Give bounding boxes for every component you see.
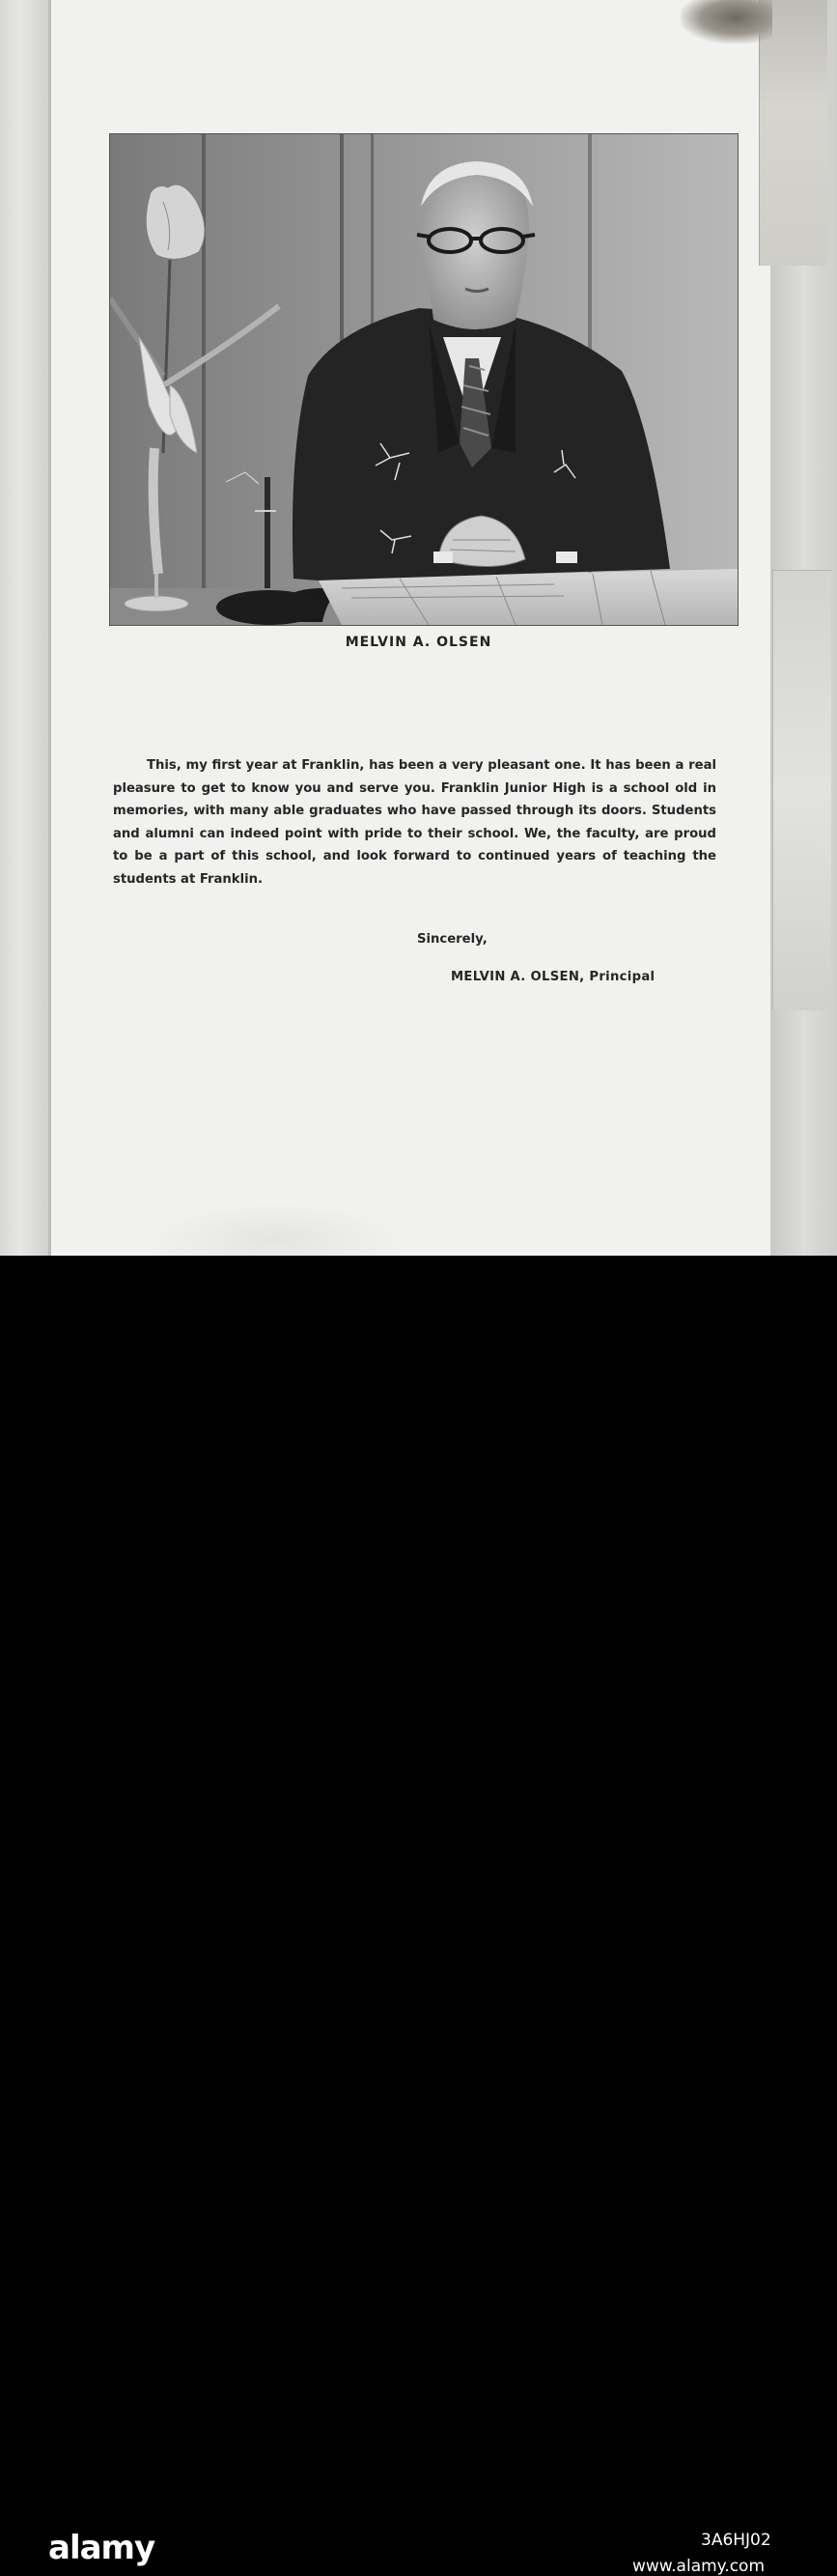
left-binding-strip	[0, 0, 50, 1256]
portrait-photo	[109, 133, 739, 626]
stain-bottom	[145, 1203, 405, 1256]
letter-signature: MELVIN A. OLSEN, Principal	[451, 970, 656, 984]
portrait-illustration	[110, 134, 738, 625]
image-id: 3A6HJ02	[701, 2531, 771, 2550]
letter-closing: Sincerely,	[417, 932, 488, 947]
letter-body: This, my first year at Franklin, has been a very pleasant one. It has been a real pleasure to get to know you and serve you. Franklin Junior High is a school old in memories, with many able graduates who have passed through its doors. Students and alumni can indeed point with pride to their school. We, the faculty, are proud to be a part of this school, and look forward to continued years of teaching the students at Franklin.	[113, 758, 716, 887]
photo-caption: MELVIN A. OLSEN	[345, 635, 492, 650]
watermark-footer	[0, 1256, 837, 2576]
site-url: www.alamy.com	[632, 2557, 766, 2576]
alamy-logo: alamy	[48, 2529, 155, 2567]
scanned-page	[0, 0, 837, 1256]
stain-top	[681, 0, 772, 43]
